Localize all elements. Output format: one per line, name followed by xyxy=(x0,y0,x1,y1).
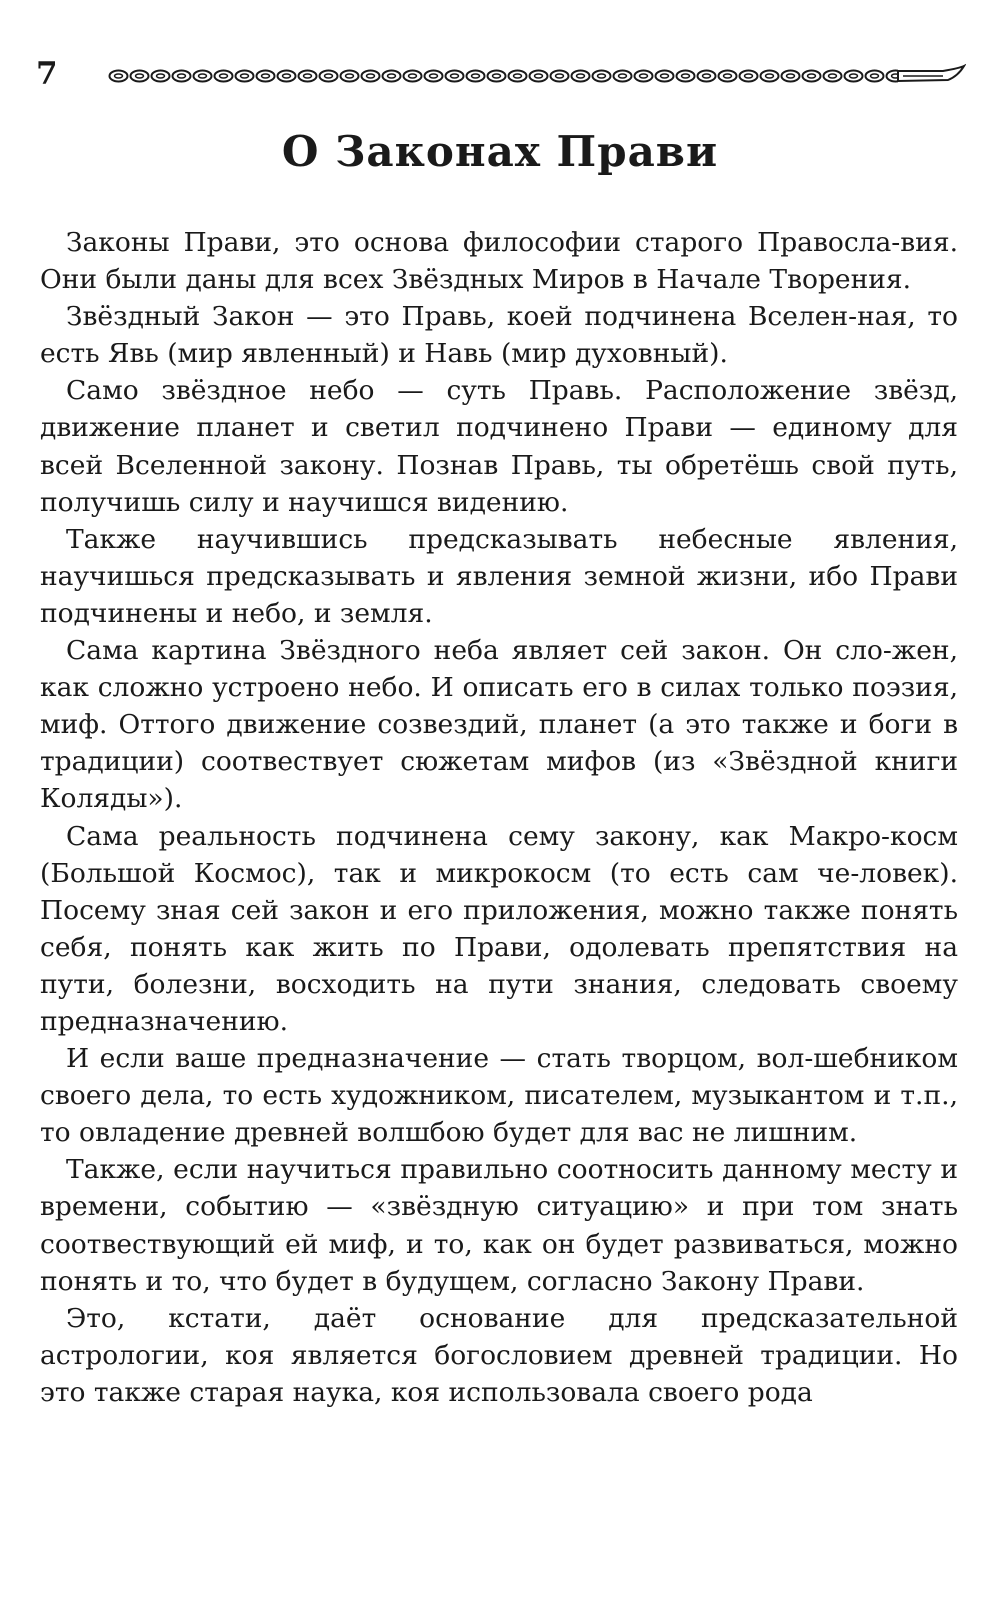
page-number: 7 xyxy=(36,56,58,92)
braided-rope-ornament-icon xyxy=(108,62,966,90)
paragraph: Также, если научиться правильно соотносить данному месту и времени, событию — «звёздную ситуацию» и при том знать соотвествующий ей миф, и то, как он будет развиваться, можно понять и то, что будет в будущем, согласно Закону Прави. xyxy=(40,1154,958,1297)
body-text xyxy=(40,224,958,1411)
paragraph: Также научившись предсказывать небесные явления, научишься предсказывать и явления земной жизни, ибо Прави подчинены и небо, и земля. xyxy=(40,523,958,629)
paragraph: Само звёздное небо — суть Правь. Расположение звёзд, движение планет и светил подчинено Прави — единому для всей Вселенной закону. Познав Правь, ты обретёшь свой путь, получишь силу и научишся видению. xyxy=(40,375,958,518)
paragraph: И если ваше предназначение — стать творцом, вол-шебником своего дела, то есть художником, писателем, музыкантом и т.п., то овладение древней волшбою будет для вас не лишним. xyxy=(40,1043,958,1149)
paragraph: Звёздный Закон — это Правь, коей подчинена Вселен-ная, то есть Явь (мир явленный) и Навь (мир духовный). xyxy=(40,301,958,370)
page-title: О Законах Прави xyxy=(281,127,719,176)
paragraph: Законы Прави, это основа философии старого Правосла-вия. Они были даны для всех Звёздных Миров в Начале Творения. xyxy=(40,227,958,296)
paragraph: Сама реальность подчинена сему закону, как Макро-косм (Большой Космос), так и микрокосм (то есть сам че-ловек). Посему зная сей закон и его приложения, можно также понять себя, понять как жить по Прави, одолевать препятствия на пути, болезни, восходить на пути знания, следовать своему предназначению. xyxy=(40,820,958,1037)
paragraph: Сама картина Звёздного неба являет сей закон. Он сло-жен, как сложно устроено небо. И описать его в силах только поэзия, миф. Оттого движение созвездий, планет (а это также и боги в традиции) соотвествует сюжетам мифов (из «Звёздной книги Коляды»). xyxy=(40,635,958,815)
paragraph: Это, кстати, даёт основание для предсказательной астрологии, коя является богословием древней традиции. Но это также старая наука, коя использовала своего рода xyxy=(40,1302,958,1408)
